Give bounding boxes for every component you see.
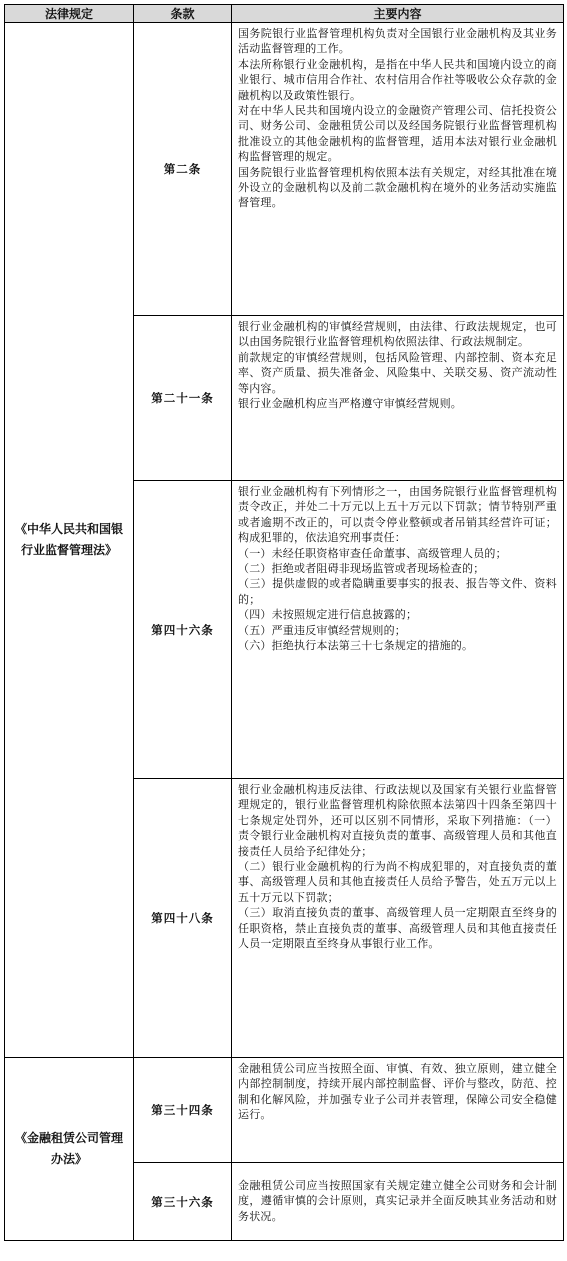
- content-paragraph: （三）提供虚假的或者隐瞒重要事实的报表、报告等文件、资料的；: [238, 577, 557, 606]
- content-paragraph: （二）银行业金融机构的行为尚不构成犯罪的，对直接负责的董事、高级管理人员和其他直接责任人员给予警告，处五万元以上五十万元以下罚款；: [238, 860, 557, 904]
- article-cell: 第二十一条: [134, 316, 232, 481]
- content-paragraph: 对在中华人民共和国境内设立的金融资产管理公司、信托投资公司、财务公司、金融租赁公司以及经国务院银行业监督管理机构批准设立的其他金融机构的监督管理，适用本法对银行业金融机构监督管理的规定。: [238, 104, 557, 164]
- content-cell: [232, 1163, 564, 1241]
- article-cell: 第四十六条: [134, 481, 232, 779]
- content-paragraph: （四）未按照规定进行信息披露的；: [238, 608, 418, 622]
- article-cell: 第三十六条: [134, 1163, 232, 1241]
- content-cell: [232, 23, 564, 316]
- content-paragraph: （六）拒绝执行本法第三十七条规定的措施的。: [238, 639, 474, 653]
- article-cell: 第二条: [134, 23, 232, 316]
- regulations-table: [4, 4, 564, 1241]
- table-row: [5, 1058, 564, 1163]
- content-paragraph: （二）拒绝或者阻碍非现场监管或者现场检查的；: [238, 562, 485, 576]
- content-paragraph: 银行业金融机构的审慎经营规则，由法律、行政法规规定，也可以由国务院银行业监督管理机构依照法律、行政法规制定。: [238, 320, 557, 349]
- article-cell: 第三十四条: [134, 1058, 232, 1163]
- law-cell-banking-supervision: 《中华人民共和国银行业监督管理法》: [5, 23, 134, 1058]
- content-paragraph: 国务院银行业监督管理机构负责对全国银行业金融机构及其业务活动监督管理的工作。: [238, 27, 557, 56]
- header-article: 条款: [134, 5, 232, 23]
- content-paragraph: 金融租赁公司应当按照国家有关规定建立健全公司财务和会计制度，遵循审慎的会计原则，真实记录并全面反映其业务活动和财务状况。: [238, 1178, 557, 1223]
- article-cell: 第四十八条: [134, 779, 232, 1058]
- content-paragraph: 国务院银行业监督管理机构依照本法有关规定，对经其批准在境外设立的金融机构以及前二款金融机构在境外的业务活动实施监督管理。: [238, 165, 557, 210]
- content-paragraph: 本法所称银行业金融机构，是指在中华人民共和国境内设立的商业银行、城市信用合作社、农村信用合作社等吸收公众存款的金融机构以及政策性银行。: [238, 57, 557, 102]
- header-law: 法律规定: [5, 5, 134, 23]
- table-row: [5, 23, 564, 316]
- content-cell: [232, 1058, 564, 1163]
- content-cell: [232, 779, 564, 1058]
- header-content: 主要内容: [232, 5, 564, 23]
- content-cell: [232, 316, 564, 481]
- content-paragraph: （三）取消直接负责的董事、高级管理人员一定期限直至终身的任职资格，禁止直接负责的董事、高级管理人员和其他直接责任人员一定期限直至终身从事银行业工作。: [238, 906, 557, 951]
- table-header-row: [5, 5, 564, 23]
- content-paragraph: 银行业金融机构有下列情形之一，由国务院银行业监督管理机构责令改正，并处二十万元以上五十万元以下罚款；情节特别严重或者逾期不改正的，可以责令停业整顿或者吊销其经营许可证；构成犯罪的，依法追究刑事责任：: [238, 485, 557, 545]
- content-paragraph: 前款规定的审慎经营规则，包括风险管理、内部控制、资本充足率、资产质量、损失准备金、风险集中、关联交易、资产流动性等内容。: [238, 350, 557, 395]
- content-paragraph: 银行业金融机构违反法律、行政法规以及国家有关银行业监督管理规定的，银行业监督管理机构除依照本法第四十四条至第四十七条规定处罚外，还可以区别不同情形，采取下列措施：（一）责令银行业金融机构对直接负责的董事、高级管理人员和其他直接责任人员给予纪律处分；: [238, 783, 557, 858]
- content-paragraph: （五）严重违反审慎经营规则的；: [238, 623, 406, 637]
- content-paragraph: 银行业金融机构应当严格遵守审慎经营规则。: [238, 397, 462, 411]
- content-cell: [232, 481, 564, 779]
- law-cell-financial-leasing: 《金融租赁公司管理办法》: [5, 1058, 134, 1241]
- content-paragraph: （一）未经任职资格审查任命董事、高级管理人员的；: [238, 546, 507, 560]
- content-paragraph: 金融租赁公司应当按照全面、审慎、有效、独立原则，建立健全内部控制制度，持续开展内部控制监督、评价与整改，防范、控制和化解风险，并加强专业子公司并表管理，保障公司安全稳健运行。: [238, 1062, 557, 1122]
